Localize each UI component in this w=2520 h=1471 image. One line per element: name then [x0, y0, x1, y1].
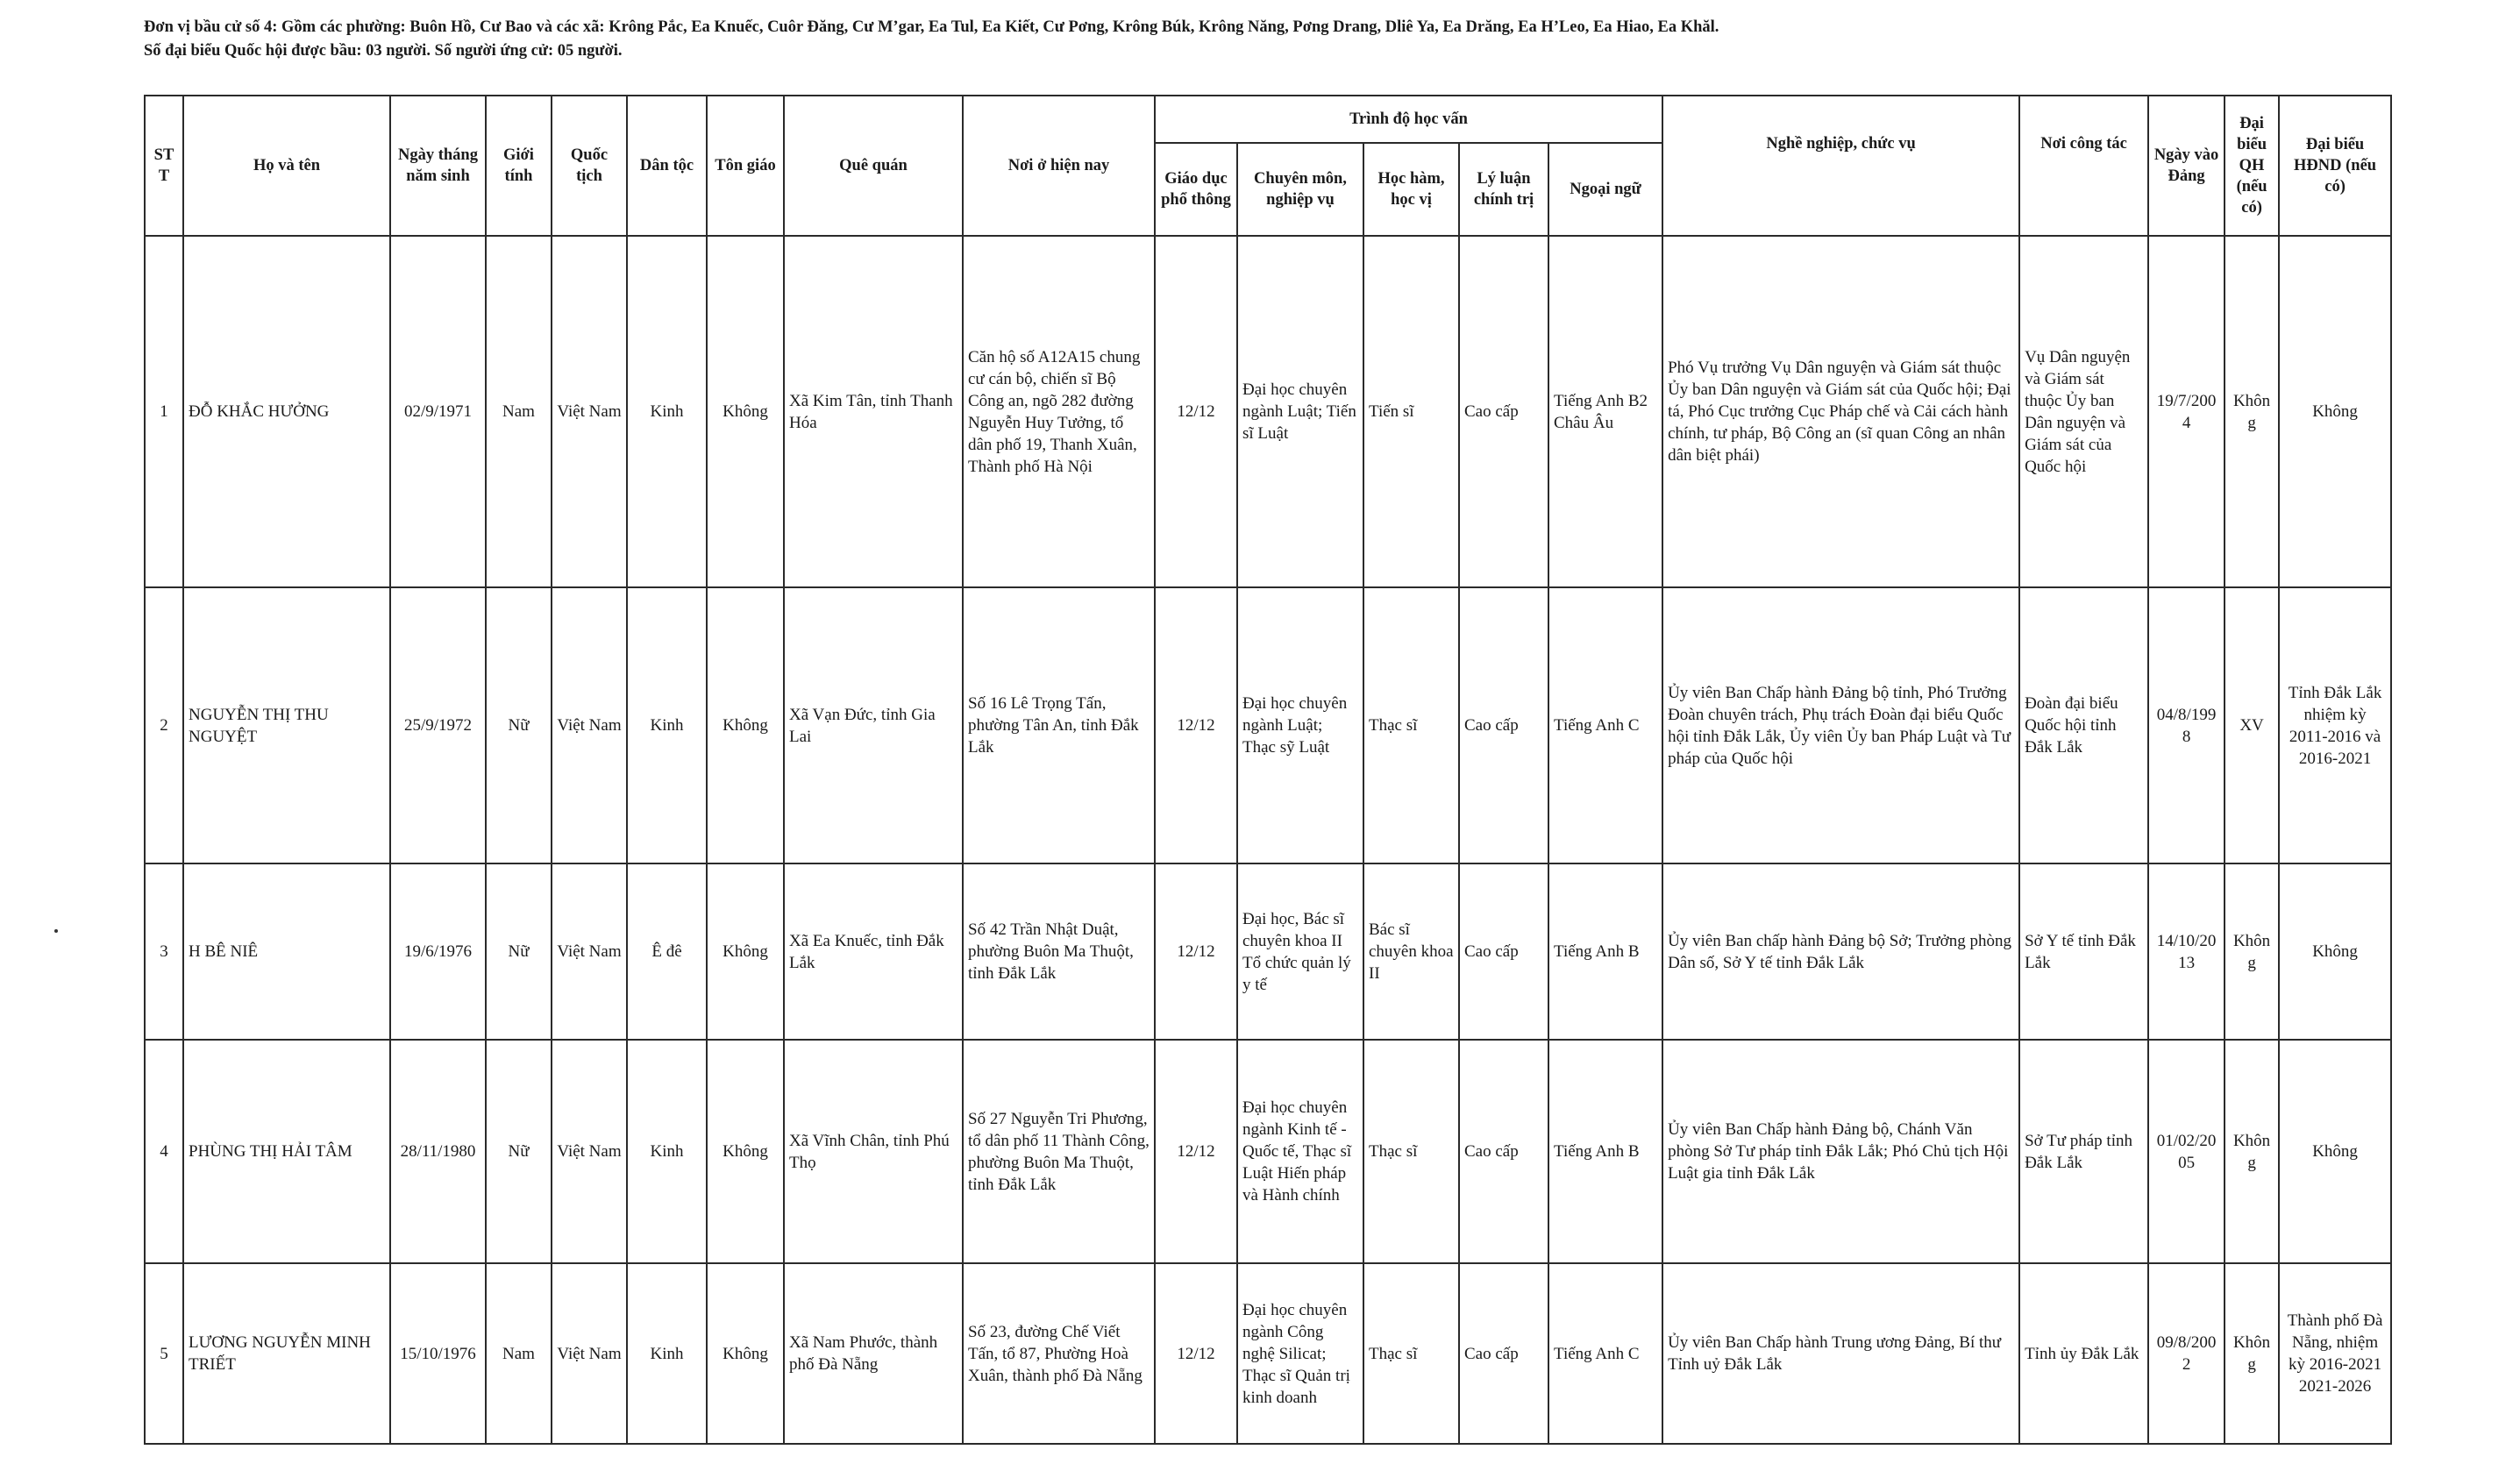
cell-degree: Thạc sĩ	[1363, 587, 1459, 863]
col-name: Họ và tên	[183, 96, 390, 236]
cell-political: Cao cấp	[1459, 236, 1548, 587]
cell-ethnicity: Kinh	[627, 236, 707, 587]
cell-residence: Căn hộ số A12A15 chung cư cán bộ, chiến sĩ Bộ Công an, ngõ 282 đường Nguyễn Huy Tưởng, tổ dân phố 19, Thanh Xuân, Thành phố Hà Nội	[963, 236, 1155, 587]
cell-workplace: Sở Y tế tỉnh Đắk Lắk	[2019, 863, 2148, 1040]
cell-council-delegate: Tỉnh Đắk Lắk nhiệm kỳ 2011-2016 và 2016-2021	[2279, 587, 2391, 863]
scan-speck	[54, 929, 58, 933]
cell-hometown: Xã Vĩnh Chân, tỉnh Phú Thọ	[784, 1040, 963, 1263]
cell-specialty: Đại học chuyên ngành Luật; Tiến sĩ Luật	[1237, 236, 1363, 587]
cell-nationality: Việt Nam	[552, 236, 627, 587]
col-occupation: Nghề nghiệp, chức vụ	[1662, 96, 2019, 236]
cell-workplace: Sở Tư pháp tỉnh Đắk Lắk	[2019, 1040, 2148, 1263]
cell-occupation: Ủy viên Ban Chấp hành Trung ương Đảng, Bí thư Tỉnh uỷ Đắk Lắk	[1662, 1263, 2019, 1444]
cell-party-date: 09/8/2002	[2148, 1263, 2225, 1444]
cell-gender: Nam	[486, 236, 552, 587]
cell-party-date: 01/02/2005	[2148, 1040, 2225, 1263]
col-dob: Ngày tháng năm sinh	[390, 96, 486, 236]
col-political: Lý luận chính trị	[1459, 143, 1548, 236]
cell-religion: Không	[707, 587, 784, 863]
table-row	[145, 1040, 2391, 1263]
cell-nationality: Việt Nam	[552, 863, 627, 1040]
cell-specialty: Đại học chuyên ngành Luật; Thạc sỹ Luật	[1237, 587, 1363, 863]
cell-general-edu: 12/12	[1155, 1263, 1237, 1444]
cell-degree: Bác sĩ chuyên khoa II	[1363, 863, 1459, 1040]
cell-dob: 02/9/1971	[390, 236, 486, 587]
header-row-top	[145, 96, 2391, 143]
cell-political: Cao cấp	[1459, 1263, 1548, 1444]
col-education-group: Trình độ học vấn	[1155, 96, 1662, 143]
col-party-date: Ngày vào Đảng	[2148, 96, 2225, 236]
cell-council-delegate: Không	[2279, 1040, 2391, 1263]
candidate-table	[144, 95, 2392, 1445]
cell-dob: 28/11/1980	[390, 1040, 486, 1263]
cell-occupation: Ủy viên Ban Chấp hành Đảng bộ tỉnh, Phó Trưởng Đoàn chuyên trách, Phụ trách Đoàn đại biểu Quốc hội tỉnh Đắk Lắk, Ủy viên Ủy ban Pháp Luật và Tư pháp của Quốc hội	[1662, 587, 2019, 863]
cell-party-date: 04/8/1998	[2148, 587, 2225, 863]
cell-gender: Nam	[486, 1263, 552, 1444]
cell-ethnicity: Kinh	[627, 587, 707, 863]
cell-dob: 15/10/1976	[390, 1263, 486, 1444]
cell-gender: Nữ	[486, 587, 552, 863]
cell-na-delegate: XV	[2225, 587, 2279, 863]
table-row	[145, 587, 2391, 863]
cell-council-delegate: Không	[2279, 236, 2391, 587]
cell-dob: 19/6/1976	[390, 863, 486, 1040]
col-na-delegate: Đại biểu QH (nếu có)	[2225, 96, 2279, 236]
col-gender: Giới tính	[486, 96, 552, 236]
table-header	[145, 96, 2391, 236]
cell-nationality: Việt Nam	[552, 1040, 627, 1263]
cell-language: Tiếng Anh C	[1548, 1263, 1662, 1444]
cell-specialty: Đại học chuyên ngành Kinh tế - Quốc tế, Thạc sĩ Luật Hiến pháp và Hành chính	[1237, 1040, 1363, 1263]
col-specialty: Chuyên môn, nghiệp vụ	[1237, 143, 1363, 236]
cell-name: ĐỖ KHẮC HƯỞNG	[183, 236, 390, 587]
cell-ethnicity: Kinh	[627, 1263, 707, 1444]
table-body	[145, 236, 2391, 1444]
cell-workplace: Tỉnh ủy Đắk Lắk	[2019, 1263, 2148, 1444]
cell-residence: Số 16 Lê Trọng Tấn, phường Tân An, tỉnh Đắk Lắk	[963, 587, 1155, 863]
cell-general-edu: 12/12	[1155, 863, 1237, 1040]
cell-degree: Thạc sĩ	[1363, 1263, 1459, 1444]
cell-occupation: Ủy viên Ban chấp hành Đảng bộ Sở; Trưởng phòng Dân số, Sở Y tế tỉnh Đắk Lắk	[1662, 863, 2019, 1040]
col-residence: Nơi ở hiện nay	[963, 96, 1155, 236]
cell-nationality: Việt Nam	[552, 587, 627, 863]
cell-gender: Nữ	[486, 863, 552, 1040]
table-row	[145, 863, 2391, 1040]
cell-workplace: Đoàn đại biểu Quốc hội tỉnh Đắk Lắk	[2019, 587, 2148, 863]
cell-na-delegate: Không	[2225, 1040, 2279, 1263]
constituency-description: Đơn vị bầu cử số 4: Gồm các phường: Buôn Hồ, Cư Bao và các xã: Krông Pắc, Ea Knuếc, Cuôr Đăng, Cư M’gar, Ea Tul, Ea Kiết, Cư Pơng, Krông Búk, Krông Năng, Pơng Drang, Dliê Ya, Ea Drăng, Ea H’Leo, Ea Hiao, Ea Khăl.	[144, 18, 1719, 36]
col-religion: Tôn giáo	[707, 96, 784, 236]
cell-name: LƯƠNG NGUYỄN MINH TRIẾT	[183, 1263, 390, 1444]
cell-language: Tiếng Anh B	[1548, 863, 1662, 1040]
col-general-edu: Giáo dục phổ thông	[1155, 143, 1237, 236]
cell-religion: Không	[707, 863, 784, 1040]
document-header	[144, 16, 2424, 63]
cell-party-date: 14/10/2013	[2148, 863, 2225, 1040]
cell-occupation: Phó Vụ trưởng Vụ Dân nguyện và Giám sát thuộc Ủy ban Dân nguyện và Giám sát của Quốc hội; Đại tá, Phó Cục trưởng Cục Pháp chế và Cải cách hành chính, tư pháp, Bộ Công an (sĩ quan Công an nhân dân biệt phái)	[1662, 236, 2019, 587]
cell-residence: Số 23, đường Chế Viết Tấn, tổ 87, Phường Hoà Xuân, thành phố Đà Nẵng	[963, 1263, 1155, 1444]
col-ethnicity: Dân tộc	[627, 96, 707, 236]
col-hometown: Quê quán	[784, 96, 963, 236]
cell-hometown: Xã Nam Phước, thành phố Đà Nẵng	[784, 1263, 963, 1444]
cell-language: Tiếng Anh C	[1548, 587, 1662, 863]
cell-na-delegate: Không	[2225, 863, 2279, 1040]
seat-count-summary: Số đại biểu Quốc hội được bầu: 03 người. Số người ứng cử: 05 người.	[144, 42, 623, 60]
cell-religion: Không	[707, 236, 784, 587]
cell-dob: 25/9/1972	[390, 587, 486, 863]
cell-council-delegate: Thành phố Đà Nẵng, nhiệm kỳ 2016-2021 2021-2026	[2279, 1263, 2391, 1444]
cell-hometown: Xã Kim Tân, tỉnh Thanh Hóa	[784, 236, 963, 587]
cell-stt: 3	[145, 863, 183, 1040]
cell-stt: 5	[145, 1263, 183, 1444]
col-stt: STT	[145, 96, 183, 236]
cell-party-date: 19/7/2004	[2148, 236, 2225, 587]
cell-ethnicity: Kinh	[627, 1040, 707, 1263]
cell-general-edu: 12/12	[1155, 587, 1237, 863]
table-row	[145, 1263, 2391, 1444]
cell-stt: 2	[145, 587, 183, 863]
cell-specialty: Đại học, Bác sĩ chuyên khoa II Tổ chức quản lý y tế	[1237, 863, 1363, 1040]
cell-degree: Tiến sĩ	[1363, 236, 1459, 587]
cell-stt: 4	[145, 1040, 183, 1263]
col-council-delegate: Đại biểu HĐND (nếu có)	[2279, 96, 2391, 236]
table-row	[145, 236, 2391, 587]
col-nationality: Quốc tịch	[552, 96, 627, 236]
col-workplace: Nơi công tác	[2019, 96, 2148, 236]
cell-council-delegate: Không	[2279, 863, 2391, 1040]
cell-general-edu: 12/12	[1155, 1040, 1237, 1263]
cell-language: Tiếng Anh B2 Châu Âu	[1548, 236, 1662, 587]
cell-political: Cao cấp	[1459, 587, 1548, 863]
cell-occupation: Ủy viên Ban Chấp hành Đảng bộ, Chánh Văn phòng Sở Tư pháp tỉnh Đắk Lắk; Phó Chủ tịch Hội Luật gia tỉnh Đắk Lắk	[1662, 1040, 2019, 1263]
cell-name: H BÊ NIÊ	[183, 863, 390, 1040]
cell-residence: Số 27 Nguyễn Tri Phương, tổ dân phố 11 Thành Công, phường Buôn Ma Thuột, tỉnh Đắk Lắk	[963, 1040, 1155, 1263]
cell-na-delegate: Không	[2225, 236, 2279, 587]
cell-hometown: Xã Ea Knuếc, tỉnh Đắk Lắk	[784, 863, 963, 1040]
cell-workplace: Vụ Dân nguyện và Giám sát thuộc Ủy ban Dân nguyện và Giám sát của Quốc hội	[2019, 236, 2148, 587]
cell-political: Cao cấp	[1459, 1040, 1548, 1263]
cell-hometown: Xã Vạn Đức, tỉnh Gia Lai	[784, 587, 963, 863]
cell-stt: 1	[145, 236, 183, 587]
cell-ethnicity: Ê đê	[627, 863, 707, 1040]
cell-name: NGUYỄN THỊ THU NGUYỆT	[183, 587, 390, 863]
cell-name: PHÙNG THỊ HẢI TÂM	[183, 1040, 390, 1263]
cell-degree: Thạc sĩ	[1363, 1040, 1459, 1263]
col-degree: Học hàm, học vị	[1363, 143, 1459, 236]
col-language: Ngoại ngữ	[1548, 143, 1662, 236]
cell-nationality: Việt Nam	[552, 1263, 627, 1444]
cell-na-delegate: Không	[2225, 1263, 2279, 1444]
cell-residence: Số 42 Trần Nhật Duật, phường Buôn Ma Thuột, tỉnh Đắk Lắk	[963, 863, 1155, 1040]
cell-specialty: Đại học chuyên ngành Công nghệ Silicat; Thạc sĩ Quản trị kinh doanh	[1237, 1263, 1363, 1444]
cell-gender: Nữ	[486, 1040, 552, 1263]
cell-political: Cao cấp	[1459, 863, 1548, 1040]
cell-general-edu: 12/12	[1155, 236, 1237, 587]
cell-religion: Không	[707, 1040, 784, 1263]
cell-language: Tiếng Anh B	[1548, 1040, 1662, 1263]
cell-religion: Không	[707, 1263, 784, 1444]
